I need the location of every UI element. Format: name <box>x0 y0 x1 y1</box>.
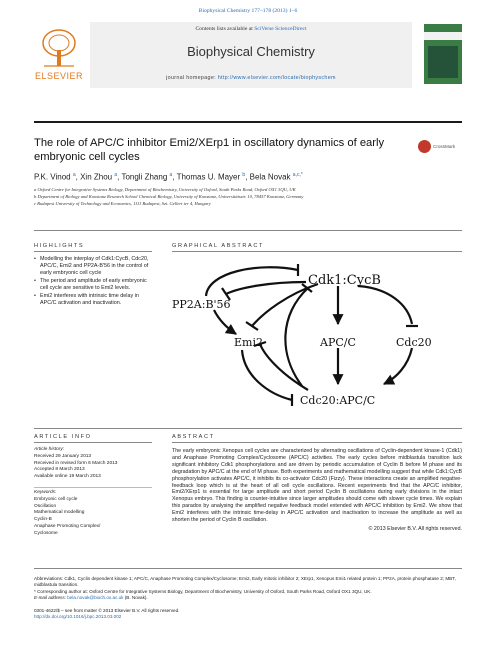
emi2-to-cdc20apcc-edge <box>242 350 292 400</box>
node-cdc20: Cdc20 <box>396 336 432 349</box>
author-affiliation-mark[interactable]: a <box>72 172 76 178</box>
email-suffix: (B. Novak). <box>123 595 148 601</box>
highlights-list <box>34 256 152 308</box>
cover-band <box>424 32 462 40</box>
author-affiliation-mark[interactable]: a,c,* <box>292 172 303 178</box>
article-history-label: Article history: <box>34 447 65 452</box>
homepage-prefix: journal homepage: <box>166 75 218 81</box>
author-affiliation-mark[interactable]: a <box>169 172 173 178</box>
copyright-line: © 2013 Elsevier B.V. All rights reserved. <box>368 525 462 532</box>
article-history <box>34 447 152 481</box>
inhibition-bar <box>246 322 258 330</box>
node-pp2a: PP2A:B'56 <box>172 298 231 311</box>
keywords-label: Keywords: <box>34 490 57 495</box>
journal-cover-icon <box>424 24 462 84</box>
node-apcc: APC/C <box>320 336 356 349</box>
keyword-item: Embryonic cell cycle <box>34 496 78 502</box>
affiliation-rule <box>34 230 462 231</box>
abstract-body <box>172 448 462 533</box>
keyword-item: Oscillation <box>34 503 57 509</box>
author-name: Tongli Zhang <box>121 172 168 182</box>
author-name: P.K. Vinod <box>34 172 71 182</box>
journal-banner <box>90 22 412 88</box>
elsevier-tree-icon <box>40 28 78 68</box>
abbreviations-note: Abbreviations: Cdk1, Cyclin dependent kinase 1; APC/C, Anaphase Promoting Complex/Cyclosome; Emi2, Early mitotic inhibitor 2; XErp1, Xenopus Emi1 related protein 1; PP2A, protein phosphatase 2; MBT, midblastula transition. <box>34 576 456 588</box>
highlight-item: • Emi2 interferes with intrinsic time delay in APC/C activation and inactivation. <box>34 293 152 307</box>
masthead-rule <box>34 121 462 123</box>
email-link[interactable]: bela.novak@bioch.ox.ac.uk <box>67 595 124 601</box>
cover-block <box>428 46 458 78</box>
highlight-item: • The period and amplitude of early embryonic cell cycle are sensitive to Emi2 levels. <box>34 278 152 292</box>
author-affiliation-mark[interactable]: a <box>114 172 118 178</box>
cdk1-to-emi2-edge <box>252 284 318 326</box>
crossmark-label: CrossMark <box>433 144 456 149</box>
author-name: Bela Novak <box>249 172 291 182</box>
history-divider <box>34 487 152 488</box>
email-label: E-mail address: <box>34 595 68 601</box>
node-cdc20apcc: Cdc20:APC/C <box>300 394 376 407</box>
journal-reference: Biophysical Chemistry 177–178 (2013) 1–6 <box>198 8 298 14</box>
affiliation-item: b Department of Biology and Konstanz Research School Chemical Biology, University of Konstanz, Universitätsstr. 10, 78457 Konstanz, Germany <box>34 194 304 199</box>
doi-link[interactable]: http://dx.doi.org/10.1016/j.bpc.2013.03.002 <box>34 614 122 620</box>
highlights-rule <box>34 251 152 252</box>
journal-masthead <box>34 22 462 88</box>
author-name: Thomas U. Mayer <box>176 172 241 182</box>
pp2a-to-emi2-edge <box>214 310 236 334</box>
node-cdk1: Cdk1:CycB <box>308 273 381 288</box>
node-emi2: Emi2 <box>234 336 263 349</box>
history-item: Received 29 January 2013 <box>34 453 92 459</box>
abstract-text: The early embryonic Xenopus cell cycles are characterized by alternating oscillations of Cyclin-dependent kinase-1 (Cdk1) and Anaphase Promoting Complex/Cyclosome (APC/C) activities. The early cycles before midblastula transition lack significant inhibitory Cdk1 phosphorylations and are driven by periodic accumulation of Cyclin B before M phase and its degradation by APC/C at the end of M phase. Both experiments and mathematical modelling suggest that while Cdk1:CycB phosphorylation activates APC/C, it inhibits its co-activator Cdc20 (Fizzy). These interactions create an amplified negative-feedback loop which is at the heart of all cell cycle oscillations. Recent experiments find that the APC/C inhibitor, Emi2/XErp1 is essential for large amplitude and short period Cyclin B oscillations during early divisions in the intact Xenopus embryo. This finding is counter-intuitive since larger amplitudes should come with slower cycle times. We explain this paradox by analysing the amplified negative feedback model extended with APC/C inhibition by Emi2. We show that Emi2 interferes with the intrinsic time-delay in APC/C activation and inactivation to increase the amplitude as well as shorten the period of Cyclin B oscillation. <box>172 448 462 524</box>
abstract-heading: ABSTRACT <box>172 434 215 440</box>
contents-prefix: Contents lists available at <box>195 26 255 32</box>
footnote-rule <box>34 568 462 569</box>
abstract-rule <box>172 442 462 443</box>
journal-homepage-link[interactable]: http://www.elsevier.com/locate/biophyschem <box>217 75 336 81</box>
graphical-abstract-heading: GRAPHICAL ABSTRACT <box>172 243 265 249</box>
crossmark-icon <box>418 140 431 153</box>
graphical-abstract-rule <box>172 251 462 252</box>
cdc20apcc-to-cdk1-edge <box>285 288 308 386</box>
publisher-logo <box>34 22 84 86</box>
footnotes <box>34 576 462 602</box>
cdk1-to-cdc20-edge <box>358 286 412 324</box>
homepage-line <box>90 75 412 81</box>
keyword-item: Cyclosome <box>34 530 58 536</box>
keyword-item: Cyclin-B <box>34 517 52 523</box>
graphical-abstract-diagram <box>168 254 462 422</box>
affiliations <box>34 186 462 207</box>
article-title: The role of APC/C inhibitor Emi2/XErp1 in oscillatory dynamics of early embryonic cell cycles <box>34 137 385 163</box>
affiliation-item: a Oxford Centre for Integrative Systems Biology, Department of Biochemistry, University of Oxford, South Parks Road, Oxford OX1 3QU, UK <box>34 187 296 192</box>
email-line <box>34 595 462 601</box>
keywords <box>34 490 152 538</box>
cdk1-to-pp2a-edge <box>226 282 306 294</box>
journal-name: Biophysical Chemistry <box>187 44 315 59</box>
info-top-rule <box>34 428 462 429</box>
network-diagram <box>168 254 462 422</box>
sciencedirect-link[interactable]: SciVerse ScienceDirect <box>254 26 307 32</box>
history-item: Available online 19 March 2013 <box>34 474 101 480</box>
keyword-item: Anaphase Promoting Complex/ <box>34 523 101 529</box>
crossmark-badge[interactable] <box>418 138 462 158</box>
article-info-heading: ARTICLE INFO <box>34 434 92 440</box>
history-item: Accepted 8 March 2013 <box>34 467 85 473</box>
contents-line <box>90 26 412 32</box>
highlights-heading: HIGHLIGHTS <box>34 243 85 249</box>
highlight-item: • Modelling the interplay of Cdk1:CycB, Cdc20, APC/C, Emi2 and PP2A-B'56 in the control of early embryonic cell cycle <box>34 256 152 277</box>
affiliation-item: c Budapest University of Technology and Economics, 1111 Budapest, Szt. Gellert ter 4, Hungary <box>34 201 211 206</box>
publisher-logo-text: ELSEVIER <box>34 71 84 81</box>
article-info-rule <box>34 442 152 443</box>
author-affiliation-mark[interactable]: b <box>242 172 246 178</box>
front-matter-info <box>34 608 462 621</box>
history-item: Received in revised form 6 March 2013 <box>34 460 118 466</box>
issn-line: 0301-4622/$ – see front matter © 2013 Elsevier B.V. All rights reserved. <box>34 608 180 613</box>
cdc20-to-cdc20apcc-edge <box>384 348 412 384</box>
author-name: Xin Zhou <box>80 172 113 182</box>
keyword-item: Mathematical modelling <box>34 510 85 516</box>
author-list: P.K. Vinod $^a$, Xin Zhou $^a$, Tongli Zhang $^a$, Thomas U. Mayer $^b$, Bela Novak $^{a,c,*}$ <box>34 172 303 182</box>
corresponding-author-note: * Corresponding author at: Oxford Centre for Integrative Systems Biology, Department of Biochemistry, University of Oxford, South Parks Road, Oxford OX1 3QU, UK. <box>34 588 372 594</box>
